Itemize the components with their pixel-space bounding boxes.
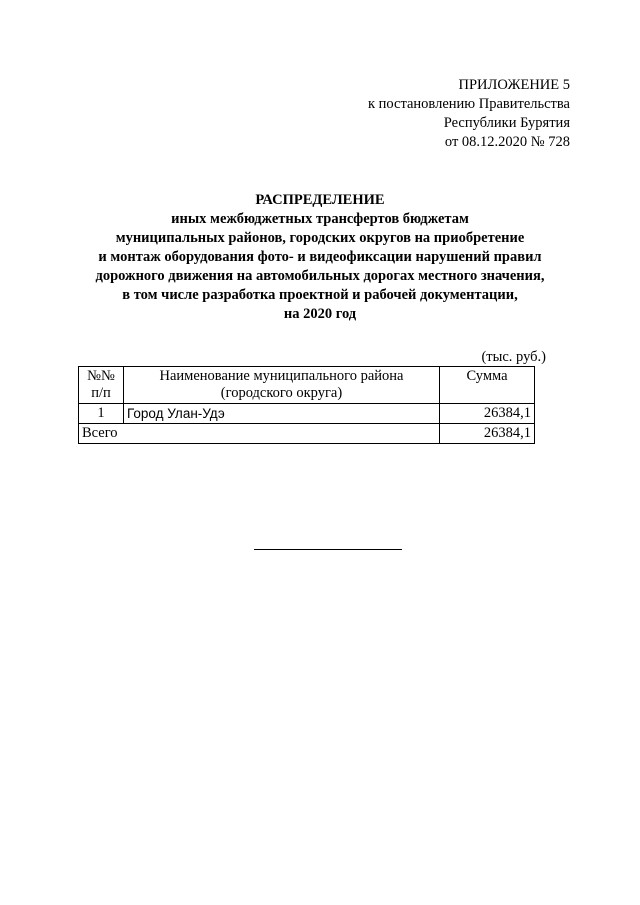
title-line: муниципальных районов, городских округов на приобретение [115,230,525,246]
row-number: 1 [79,404,124,424]
header-name-line2: (городского округа) [220,385,343,401]
row-sum: 26384,1 [440,404,535,424]
title-line: в том числе разработка проектной и рабочей документации, [122,287,518,303]
header-number-line1: №№ [87,368,115,384]
header-number-line2: п/п [91,385,111,401]
units-label: (тыс. руб.) [481,349,546,365]
document-title [0,191,640,324]
header-sum: Сумма [440,367,535,404]
total-label: Всего [79,424,440,444]
annex-reference: к постановлению Правительства [368,96,570,112]
table-row [79,404,535,424]
annex-republic: Республики Бурятия [443,115,570,131]
table-header-row [79,367,535,404]
title-line: и монтаж оборудования фото- и видеофиксации нарушений правил [98,249,542,265]
title-line: иных межбюджетных трансфертов бюджетам [171,211,469,227]
closing-rule [254,549,402,550]
annex-number: ПРИЛОЖЕНИЕ 5 [458,77,570,93]
annex-date: от 08.12.2020 № 728 [444,134,570,150]
distribution-table [78,366,535,444]
title-line: дорожного движения на автомобильных дорогах местного значения, [95,268,545,284]
header-name [124,367,440,404]
annex-header [368,76,570,152]
header-name-line1: Наименование муниципального района [159,368,404,384]
title-line: на 2020 год [283,306,357,322]
header-number [79,367,124,404]
row-name: Город Улан-Удэ [124,404,440,424]
total-row [79,424,535,444]
total-sum: 26384,1 [440,424,535,444]
title-line: РАСПРЕДЕЛЕНИЕ [255,192,385,208]
